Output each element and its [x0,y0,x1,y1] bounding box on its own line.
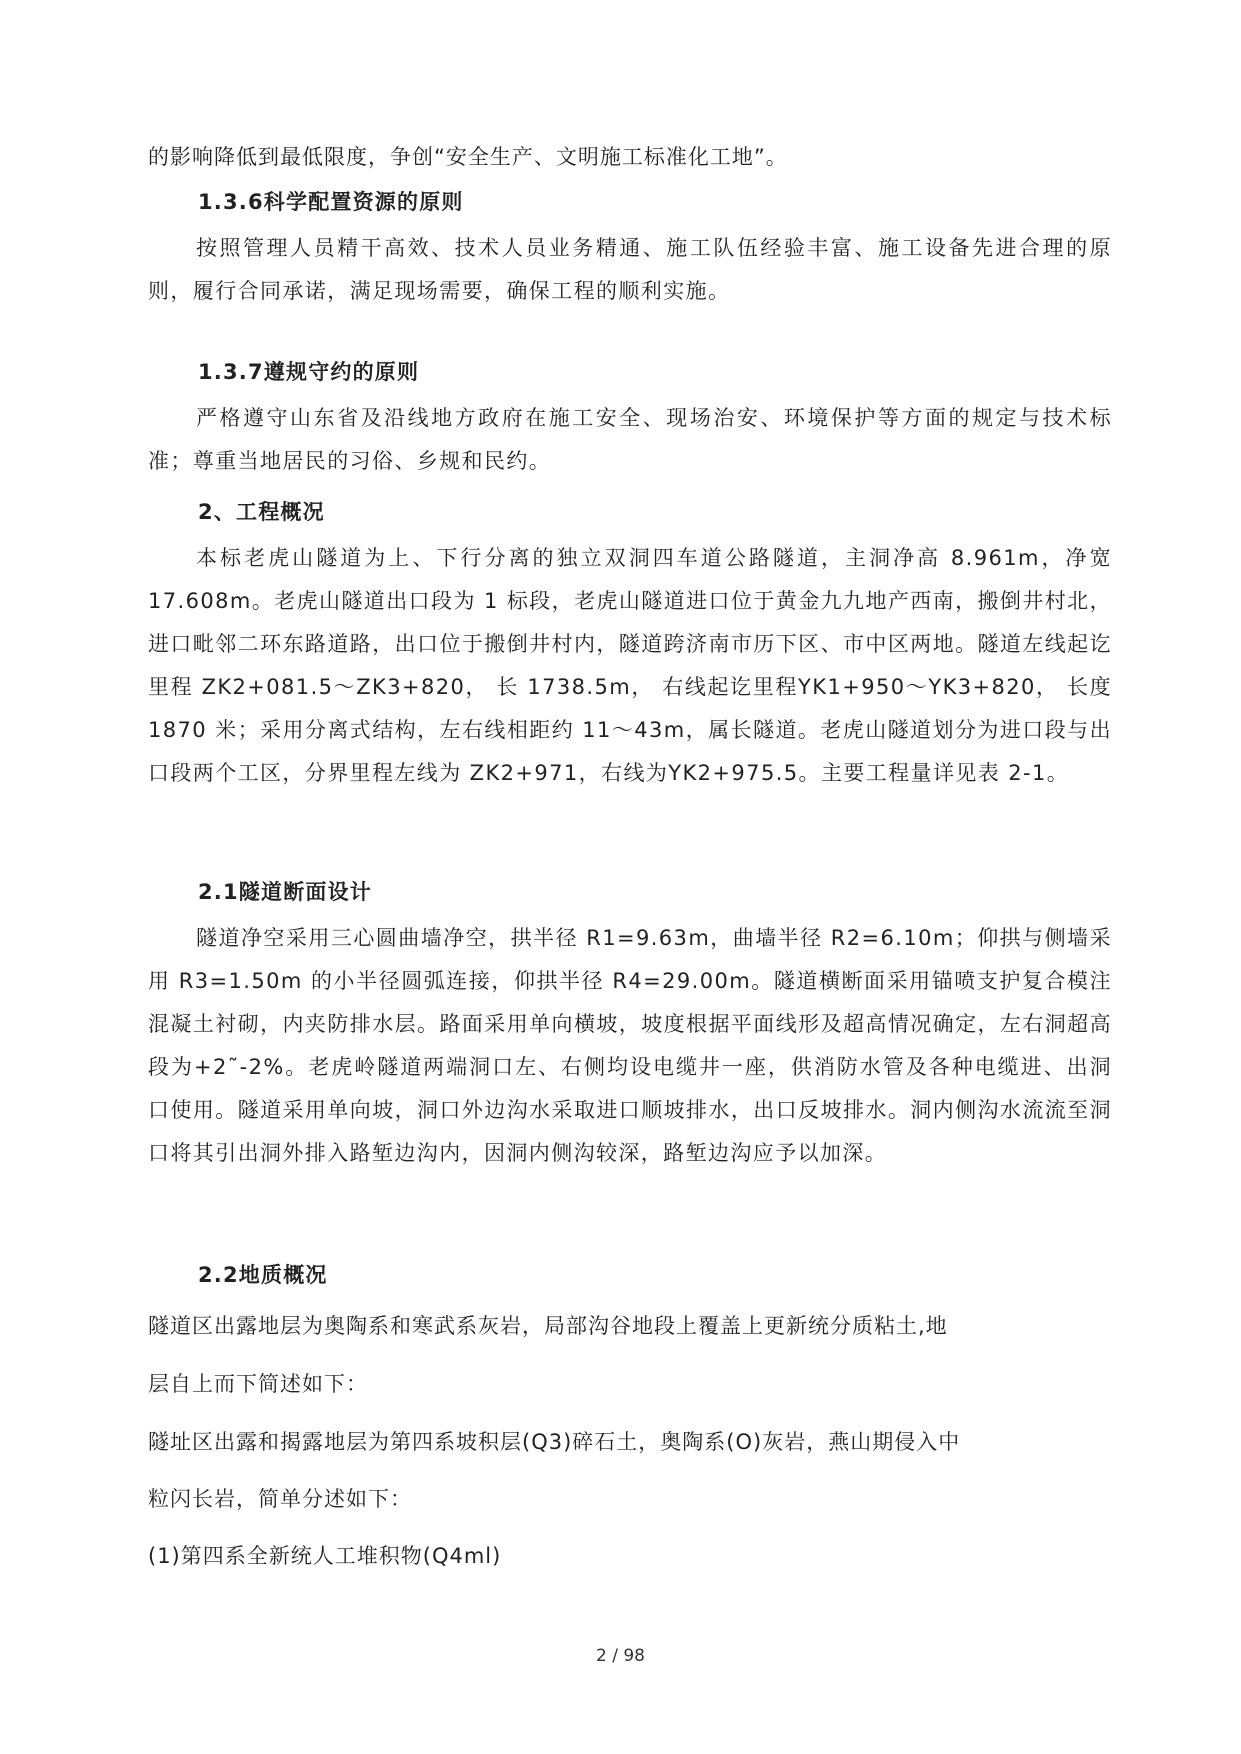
section-body-2: 本标老虎山隧道为上、下行分离的独立双洞四车道公路隧道，主洞净高 8.961m，净宽 17.608m。老虎山隧道出口段为 1 标段，老虎山隧道进口位于黄金九九地产西南，搬倒井村北，进口毗邻二环东路道路，出口位于搬倒井村内，隧道跨济南市历下区、市中区两地。隧道左线起讫里程 ZK2+081.5～ZK3+820， 长 1738.5m， 右线起讫里程YK1+950～YK3+820， 长度 1870 米；采用分离式结构，左右线相距约 11～43m，属长隧道。老虎山隧道划分为进口段与出口段两个工区，分界里程左线为 ZK2+971，右线为YK2+975.5。主要工程量详见表 2-1。 [148,546,1112,785]
section-body-1-3-7: 严格遵守山东省及沿线地方政府在施工安全、现场治安、环境保护等方面的规定与技术标准；尊重当地居民的习俗、乡规和民约。 [148,406,1112,473]
section-heading-1-3-6: 1.3.6科学配置资源的原则 [198,190,464,214]
geology-line-2: 层自上而下简述如下： [148,1372,368,1396]
section-heading-2-2: 2.2地质概况 [198,1263,328,1287]
section-heading-2-1: 2.1隧道断面设计 [198,880,373,904]
section-heading-1-3-7: 1.3.7遵规守约的原则 [198,360,420,384]
section-body-2-1: 隧道净空采用三心圆曲墙净空，拱半径 R1=9.63m，曲墙半径 R2=6.10m；仰拱与侧墙采用 R3=1.50m 的小半径圆弧连接，仰拱半径 R4=29.00m。隧道横断面采用锚喷支护复合模注混凝土衬砌，内夹防排水层。路面采用单向横坡，坡度根据平面线形及超高情况确定，左右洞超高段为+2˜-2%。老虎岭隧道两端洞口左、右侧均设电缆井一座，供消防水管及各种电缆进、出洞口使用。隧道采用单向坡，洞口外边沟水采取进口顺坡排水，出口反坡排水。洞内侧沟水流流至洞口将其引出洞外排入路堑边沟内，因洞内侧沟较深，路堑边沟应予以加深。 [148,926,1112,1165]
geology-line-4: 粒闪长岩，简单分述如下： [148,1487,412,1511]
geology-line-5: (1)第四系全新统人工堆积物(Q4ml) [148,1544,502,1568]
geology-line-1: 隧道区出露地层为奥陶系和寒武系灰岩，局部沟谷地段上覆盖上更新统分质粘土,地 [148,1314,948,1338]
geology-line-3: 隧址区出露和揭露地层为第四系坡积层(Q3)碎石土，奥陶系(O)灰岩，燕山期侵入中 [148,1430,961,1454]
continuation-line: 的影响降低到最低限度，争创“安全生产、文明施工标准化工地”。 [148,145,788,169]
page-number: 2 / 98 [596,1646,645,1666]
section-body-1-3-6: 按照管理人员精干高效、技术人员业务精通、施工队伍经验丰富、施工设备先进合理的原则，履行合同承诺，满足现场需要，确保工程的顺利实施。 [148,236,1112,303]
section-heading-2: 2、工程概况 [198,500,325,524]
